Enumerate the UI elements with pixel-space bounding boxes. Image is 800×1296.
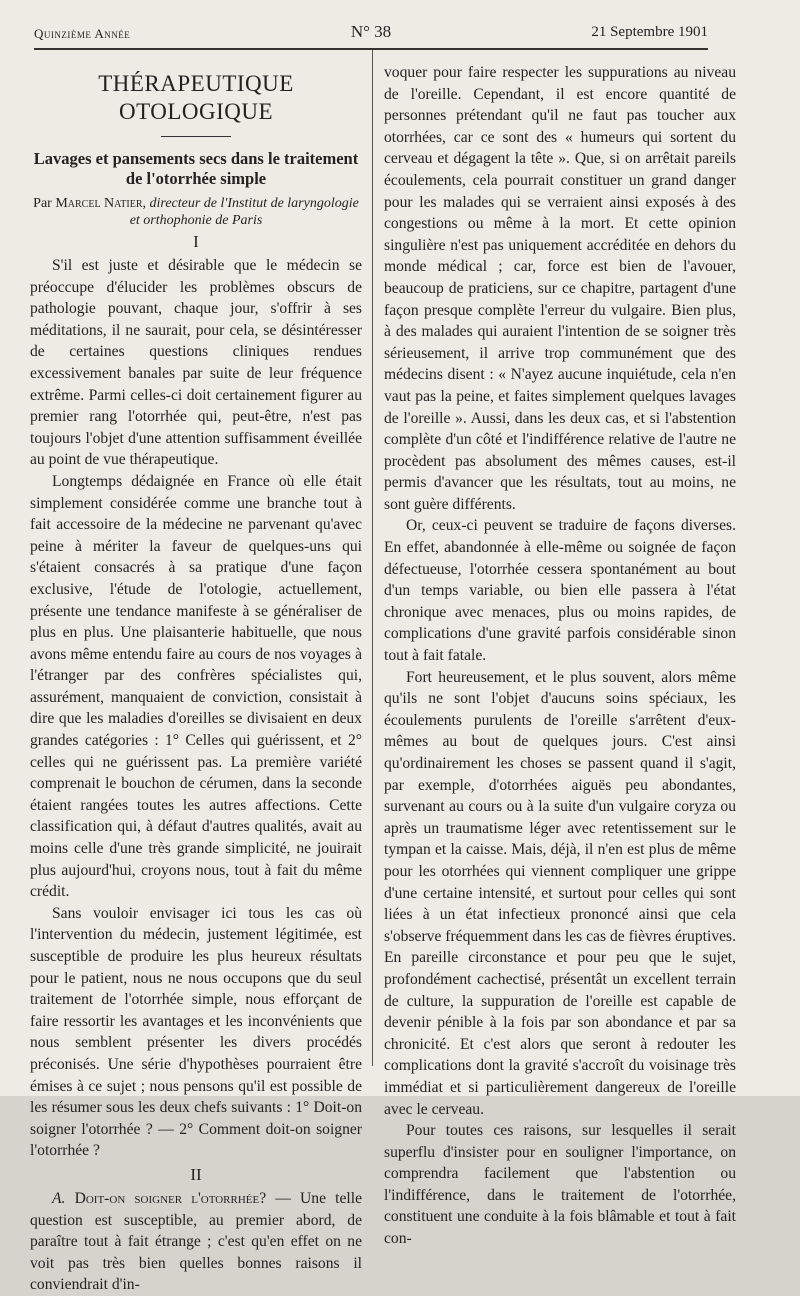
paragraph: S'il est juste et désirable que le médecin se préoccupe d'élucider les problèmes obscurs de pathologie pouvant, chaque jour, s'offrir à ses méditations, il ne saurait, pour cela, se désintéresser de certaines questions cliniques rendues excessivement banales par suite de leur fréquence extrême. Parmi celles-ci doit certainement figurer au premier rang l'otorrhée qui, peut-être, n'est pas toujours l'objet d'une attention suffisamment éveillée au point de vue thérapeutique. <box>30 257 362 469</box>
left-column <box>30 60 362 1294</box>
author-name: Marcel Natier, <box>55 196 146 211</box>
paragraph-part2 <box>30 1188 362 1296</box>
part2-heading: Doit-on soigner l'otorrhée? <box>74 1189 267 1207</box>
title-rule <box>161 136 231 137</box>
paragraph: Sans vouloir envisager ici tous les cas où l'intervention du médecin, justement légitimée, est susceptible de produire les plus heureux résultats pour le patient, nous ne nous occupons que du seul traitement de l'otorrhée simple, nous efforçant de faire ressortir les avantages et les inconvénients que nous semblent présenter les divers procédés préconisés. Une série d'hypothèses pourraient être émises à ce sujet ; nous pensons qu'il est possible de les résumer sous les deux chefs suivants : 1° Doit-on soigner l'otorrhée ? — 2° Comment doit-on soigner l'otorrhée ? <box>30 904 362 1160</box>
issue-number: N° 38 <box>350 22 392 41</box>
issue-year: Quinzième Année <box>34 26 131 41</box>
byline <box>30 195 362 229</box>
section-title: THÉRAPEUTIQUE OTOLOGIQUE <box>98 71 294 124</box>
paragraph: Fort heureusement, et le plus souvent, alors même qu'ils ne sont l'objet d'aucuns soins spéciaux, les écoulements purulents de l'oreille s'arrêtent d'eux-mêmes au bout de quelques jours. C'est ainsi qu'ordinairement les choses se passent quand il s'agit, par exemple, d'otorrhées aiguës peu abondantes, survenant au cours ou à la suite d'un vulgaire coryza ou après un traumatisme léger avec retentissement sur le tympan et la caisse. Mais, déjà, il n'en est plus de même pour les otorrhées qui viennent compliquer une grippe d'une certaine intensité, et surtout pour celles qui sont liées à un état infectieux prononcé ainsi que cela s'observe fréquemment dans les cas de fièvres éruptives. En pareille circonstance et pour peu que le sujet, profondément cachectisé, présentât un excellent terrain de culture, la suppuration de l'oreille est capable de devenir pénible à la fois par son abondance et par sa chronicité. Et c'est alors que seront à redouter les complications dont la gravité s'accroît du voisinage très immédiat et si particulièrement dangereux de l'oreille avec le cerveau. <box>384 668 736 1118</box>
paragraph: Longtemps dédaignée en France où elle était simplement considérée comme une branche tout à fait accessoire de la médecine ne parvenant qu'avec peine à mériter la faveur de quelques-uns qui s'étaient consacrés à sa pratique d'une façon exclusive, l'étude de l'otologie, actuellement, présente une tendance manifeste à se généraliser de plus en plus. Une plaisanterie habituelle, que nous avons même entendu faire au cours de nos voyages à l'étranger par des confrères spécialistes qui, assurément, manquaient de conviction, consistait à dire que les maladies d'oreilles se divisaient en deux grandes catégories : 1° Celles qui guérissent, et 2° celles qui ne guérissent pas. La première variété comprenait le bouchon de cérumen, dans la seconde étaient rangées toutes les autres affections. Cette classification qui, à défaut d'autres qualités, avait au moins celle d'une très grande simplicité, ne jouirait plus aujourd'hui, croyons nous, tout à fait du même crédit. <box>30 472 362 901</box>
right-column <box>384 62 736 1248</box>
issue-date: 21 Septembre 1901 <box>591 24 708 40</box>
part2-text: — Une telle question est susceptible, au premier abord, de paraître tout à fait étrange ; c'est qu'en effet on ne voit pas très bien quelles bonnes raisons il conviendrait d'in- <box>30 1189 362 1294</box>
column-divider <box>372 50 373 1066</box>
paragraph: Pour toutes ces raisons, sur lesquelles il serait superflu d'insister pour en souligner l'importance, on comprendra facilement que l'abstention ou l'indifférence, dans le traitement de l'otorrhée, constituent une conduite à la fois blâmable et tout à fait con- <box>384 1122 736 1248</box>
author-role: directeur de l'Institut de laryngologie et orthophonie de Paris <box>129 196 359 228</box>
paragraph: voquer pour faire respecter les suppurations au niveau de l'oreille. Cependant, il est encore quantité de personnes prétendant qu'il ne faut pas toucher aux otorrhées, car ce sont des « humeurs qui sortent du cerveau et dégagent la tête ». Que, si on arrêtait pareils écoulements, cela pourrait constituer un grand danger pour les malades qui se verraient ainsi exposés à des congestions ou même à la mort. Et cette opinion singulière n'est pas uniquement accréditée en dehors du monde médical ; car, force est bien de l'avouer, beaucoup de praticiens, sur ce chapitre, partagent d'une façon presque complète l'erreur du vulgaire. Bien plus, à des malades qui auraient l'intention de se soigner très sérieusement, il arrive trop communément que des médecins disent : « N'ayez aucune inquiétude, cela n'en vaut pas la peine, et faites simplement quelques lavages de l'oreille ». Aussi, dans les deux cas, et si l'abstention complète d'un côté et l'indifférence relative de l'autre ne procèdent pas absolument des mêmes causes, est-il permis d'avancer que les résultats, tout au moins, ne sont guère différents. <box>384 64 736 513</box>
part-numeral-2: II <box>190 1164 202 1184</box>
page-header <box>34 20 708 46</box>
header-rule <box>34 48 708 50</box>
part2-label: A. <box>52 1189 66 1207</box>
byline-prefix: Par <box>33 196 52 211</box>
article-title: Lavages et pansements secs dans le traitement de l'otorrhée simple <box>33 149 359 188</box>
part-numeral-1: I <box>193 232 199 251</box>
paragraph: Or, ceux-ci peuvent se traduire de façons diverses. En effet, abandonnée à elle-même ou soignée de façon défectueuse, l'otorrhée cessera spontanément au bout d'un temps variable, ou bien elle passera à l'état chronique avec menaces, plus ou moins rapides, de complications d'une gravité parfois considérable sinon tout à fait fatale. <box>384 517 736 665</box>
